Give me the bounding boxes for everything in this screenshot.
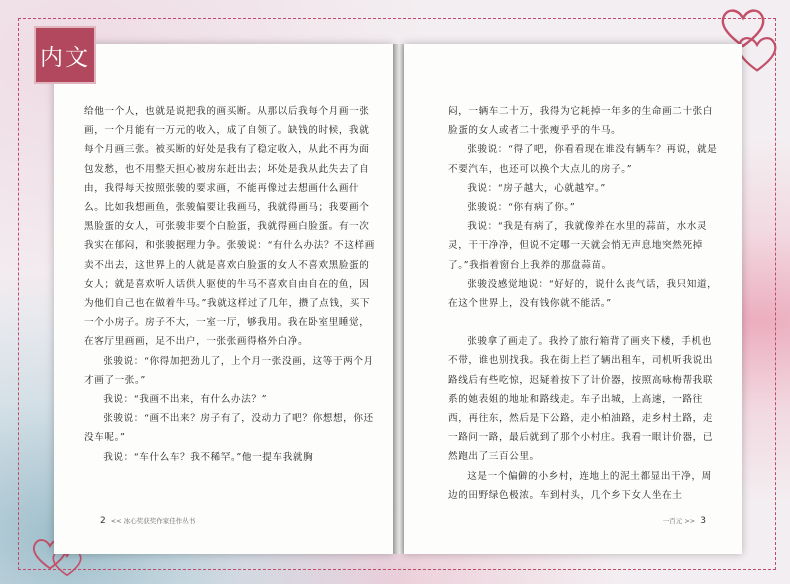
paragraph: 给他一个人，也就是说把我的画买断。从那以后我每个月画一张画，一个月能有一万元的收入，成了自领了。缺钱的时候，我就每个月画三张。被买断的好处是我有了稳定收入，从此不再为面包发愁，也不用整天担心被房东赶出去；坏处是我从此失去了自由，我得每天按照张骏的要求画，不能再像过去想画什么画什么。比如我想画鱼，张骏偏要让我画马，我就得画马；我要画个黑脸蛋的女人，可张骏非要个白脸蛋，我就得画白脸蛋。有一次我实在郁闷，和张骏据理力争。张骏说：“有什么办法？不这样画卖不出去，这世界上的人就是喜欢白脸蛋的女人不喜欢黑脸蛋的女人；就是喜欢听人话供人驱使的牛马不喜欢自由自在的鱼，因为他们自己也在做着牛马。”我就这样过了几年，攒了点钱，买下一个小房子。房子不大，一室一厅，够我用。我在卧室里睡觉，在客厅里画画，足不出户，一张张画得格外白净。 [84,106,375,348]
left-page-text [84,102,376,467]
book-spine [393,44,404,554]
right-page [404,44,742,554]
paragraph: 我说：“我画不出来，有什么办法？” [103,394,268,406]
running-title: << 冰心奖获奖作家佳作丛书 [110,517,196,525]
paragraph: 张骏没感觉地说：“好好的，说什么丧气话，我只知道，在这个世界上，没有钱你就不能活。” [448,278,718,310]
left-page [54,44,393,554]
page-number: 3 [700,516,706,526]
paragraph: 张骏说：“得了吧，你看看现在谁没有辆车？再说，就是不要汽车，也还可以换个大点儿的房子。” [448,144,718,175]
right-page-text [448,102,718,505]
paragraph: 我说：“车什么车？我不稀罕。”他一提车我就胸 [103,451,314,463]
page-number: 2 [100,516,106,526]
paragraph: 张骏说：“画不出来？房子有了，没动力了吧？你想想，你还没车呢。” [84,413,374,444]
paragraph: 我说：“我是有病了，我就像养在水里的蒜苗，水水灵灵，干干净净，但说不定哪一天就会悄无声息地突然死掉了。”我指着窗台上我养的那盘蒜苗。 [448,221,708,271]
right-page-footer [663,516,706,526]
left-page-footer [100,516,195,526]
paragraph: 这是一个偏僻的小乡村，连地上的泥土都显出干净，周边的田野绿色极浓。车到村头，几个乡下女人坐在土 [448,470,712,501]
paragraph: 张骏说：“你有病了你。” [467,202,576,214]
paragraph: 闷，一辆车二十万，我得为它耗掉一年多的生命画二十张白脸蛋的女人或者二十张瘦乎乎的牛马。 [448,106,714,137]
running-title: 一百元 >> [662,517,696,525]
paragraph: 张骏拿了画走了。我拎了旅行箱背了画夹下楼，手机也不带，谁也别找我。我在街上拦了辆出租车，司机听我说出路线后有些吃惊，迟疑着按下了计价器，按照高咏梅帮我联系的她表姐的地址和路线走。车子出城，上高速，一路往西，再往东，然后是下公路，走小柏油路，走乡村土路，走一路问一路，最后就到了那个小村庄。我看一眼计价器，已然跑出了三百公里。 [448,336,714,463]
paragraph: 张骏说：“你得加把劲儿了，上个月一张没画，这等于两个月才画了一张。” [84,355,374,386]
paragraph: 我说：“房子越大，心就越窄。” [467,182,606,194]
section-label: 内文 [34,26,96,84]
